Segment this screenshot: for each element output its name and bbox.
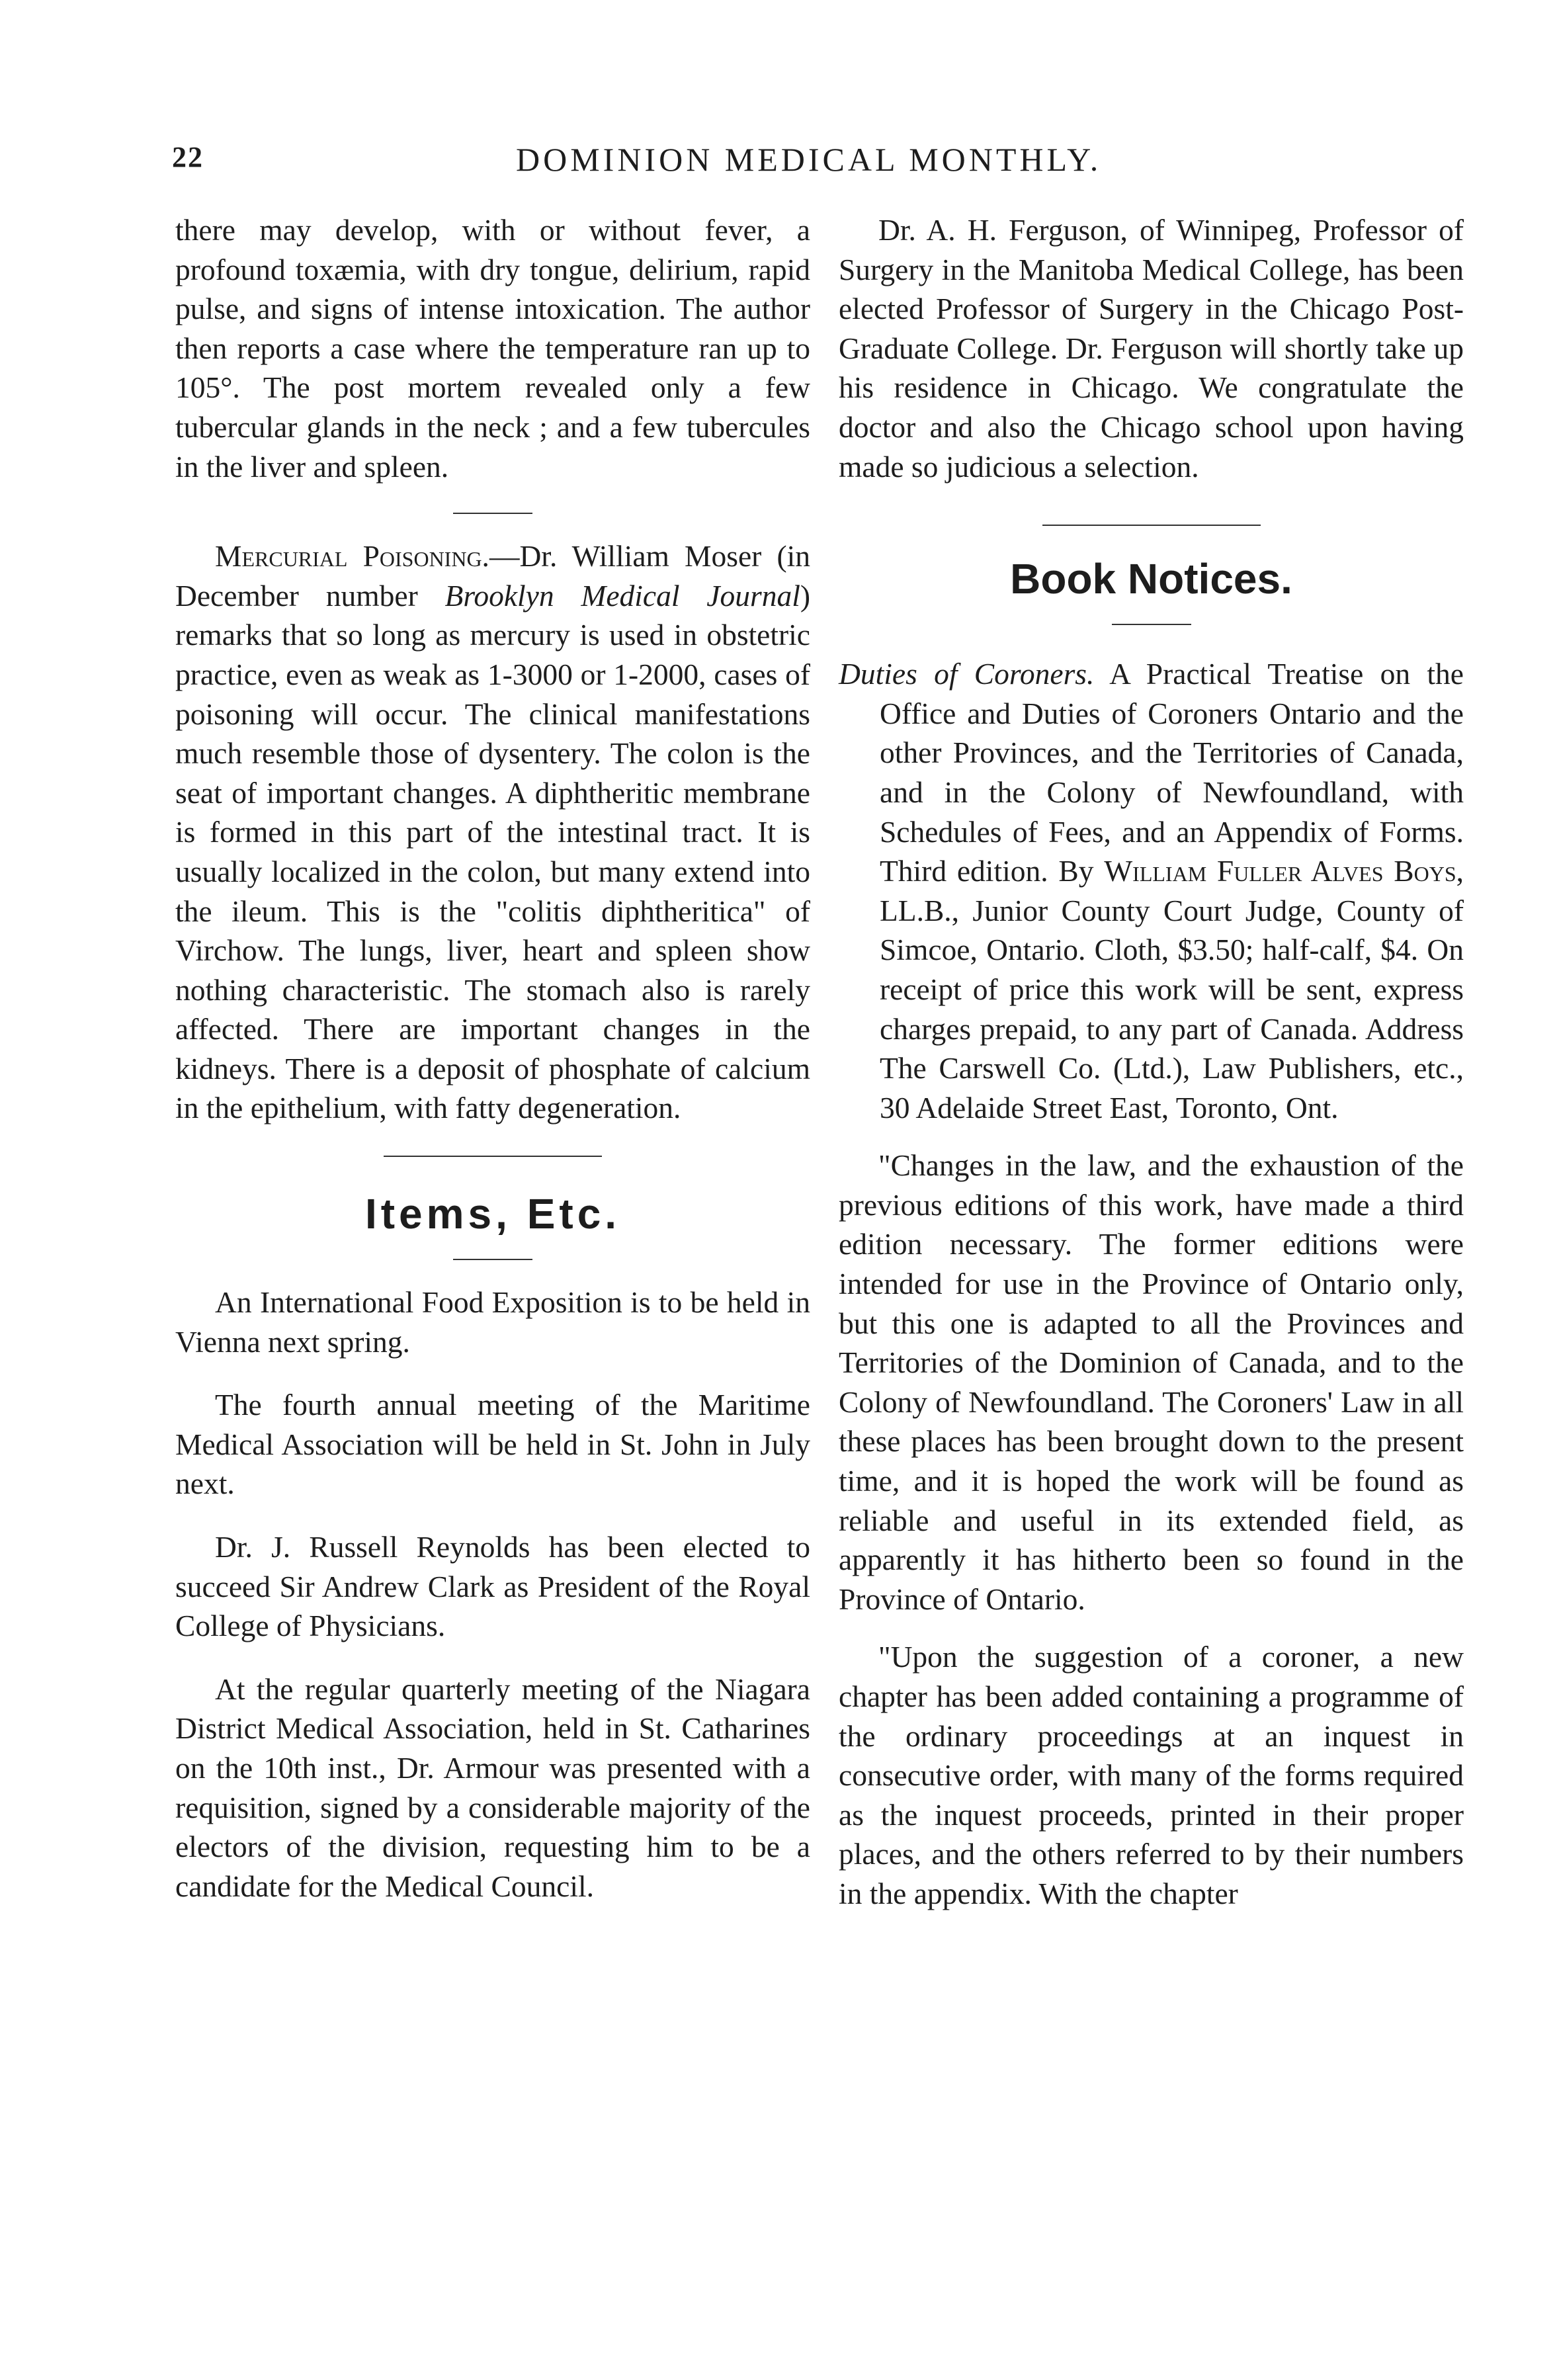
section-divider	[1112, 624, 1191, 625]
section-divider	[384, 1156, 602, 1157]
item-niagara-meeting: At the regular quarterly meeting of the Niagara District Medical Association, held in St. Catharines on the 10th inst., Dr. Armour was presented with a requisition, signed by a considerable majority of the electors of the division, requesting him to be a candidate for the Medical Council.	[175, 1672, 810, 1903]
journal-title: Brooklyn Medical Journal	[444, 578, 800, 613]
paragraph-ferguson: Dr. A. H. Ferguson, of Winnipeg, Professor of Surgery in the Manitoba Medical College, has been elected Professor of Surgery in the Chicago Post-Graduate College. Dr. Ferguson will shortly take up his residence in Chicago. We congratulate the doctor and also the Chicago school upon having made so judicious a selection.	[839, 213, 1464, 484]
book-notice-text-2: , LL.B., Junior County Court Judge, County of Simcoe, Ontario. Cloth, $3.50; half-calf, $4. On receipt of price this work will be sent, express charges prepaid, to any part of Canada. Address The Carswell Co. (Ltd.), Law Publishers, etc., 30 Adelaide Street East, Toronto, Ont.	[880, 854, 1464, 1125]
paragraph-toxaemia: there may develop, with or without fever, a profound toxæmia, with dry tongue, delirium, rapid pulse, and signs of intense intoxication. The author then reports a case where the temperature ran up to 105°. The post mortem revealed only a few tubercular glands in the neck ; and a few tubercules in the liver and spleen.	[175, 213, 810, 484]
item-reynolds-elected: Dr. J. Russell Reynolds has been elected to succeed Sir Andrew Clark as President of the Royal College of Physicians.	[175, 1530, 810, 1643]
quote-coroner-suggestion: "Upon the suggestion of a coroner, a new chapter has been added containing a programme of the ordinary proceedings at an inquest in consecutive order, with many of the forms required as the inquest proceeds, printed in their proper places, and the others referred to by their numbers in the appendix. With the chapter	[839, 1640, 1464, 1910]
right-column	[839, 210, 1464, 1914]
book-title: Duties of Coroners.	[839, 657, 1095, 691]
quote-changes-in-law: "Changes in the law, and the exhaustion of the previous editions of this work, have made a third edition necessary. The former editions were intended for use in the Province of Ontario only, but this one is adapted to all the Provinces and Territories of the Dominion of Canada, and to the Colony of Newfoundland. The Coroners' Law in all these places has been brought down to the present time, and it is hoped the work will be found as reliable and useful in its extended field, as apparently it has hitherto been so found in the Province of Ontario.	[839, 1148, 1464, 1616]
section-divider	[453, 513, 532, 514]
mercurial-heading: Mercurial Poisoning.	[215, 539, 489, 574]
item-food-exposition: An International Food Exposition is to be held in Vienna next spring.	[175, 1285, 810, 1359]
page-header	[172, 140, 1455, 193]
book-author: William Fuller Alves Boys	[1104, 854, 1456, 888]
book-notices-heading: Book Notices.	[1010, 555, 1292, 603]
page-number: 22	[172, 141, 204, 173]
book-notice-text-1: A Practical Treatise on the Office and Duties of Coroners Ontario and the other Provinces, and the Territories of Canada, and in the Colony of Newfoundland, with Schedules of Fees, and an Appendix of Forms. Third edition. By	[880, 657, 1464, 888]
mercurial-text-1: —Dr. William Moser (in December number	[175, 539, 810, 613]
items-heading: Items, Etc.	[364, 1190, 621, 1238]
item-maritime-meeting: The fourth annual meeting of the Maritime Medical Association will be held in St. John in July next.	[175, 1388, 810, 1501]
paragraph-mercurial-poisoning	[175, 536, 810, 1128]
section-divider	[1042, 525, 1261, 526]
mercurial-text-2: ) remarks that so long as mercury is used in obstetric practice, even as weak as 1-3000 or 1-2000, cases of poisoning will occur. The clinical manifestations much resemble those of dysentery. The colon is the seat of important changes. A diphtheritic membrane is formed in this part of the intestinal tract. It is usually localized in the colon, but many extend into the ileum. This is the "colitis diphtheritica" of Virchow. The lungs, liver, heart and spleen show nothing characteristic. The stomach also is rarely affected. There are important changes in the kidneys. There is a deposit of phosphate of calcium in the epithelium, with fatty degeneration.	[175, 578, 810, 1125]
left-column	[175, 210, 810, 1906]
running-head: DOMINION MEDICAL MONTHLY.	[516, 141, 1102, 178]
book-notice-coroners	[839, 654, 1464, 1127]
section-divider	[453, 1259, 532, 1260]
